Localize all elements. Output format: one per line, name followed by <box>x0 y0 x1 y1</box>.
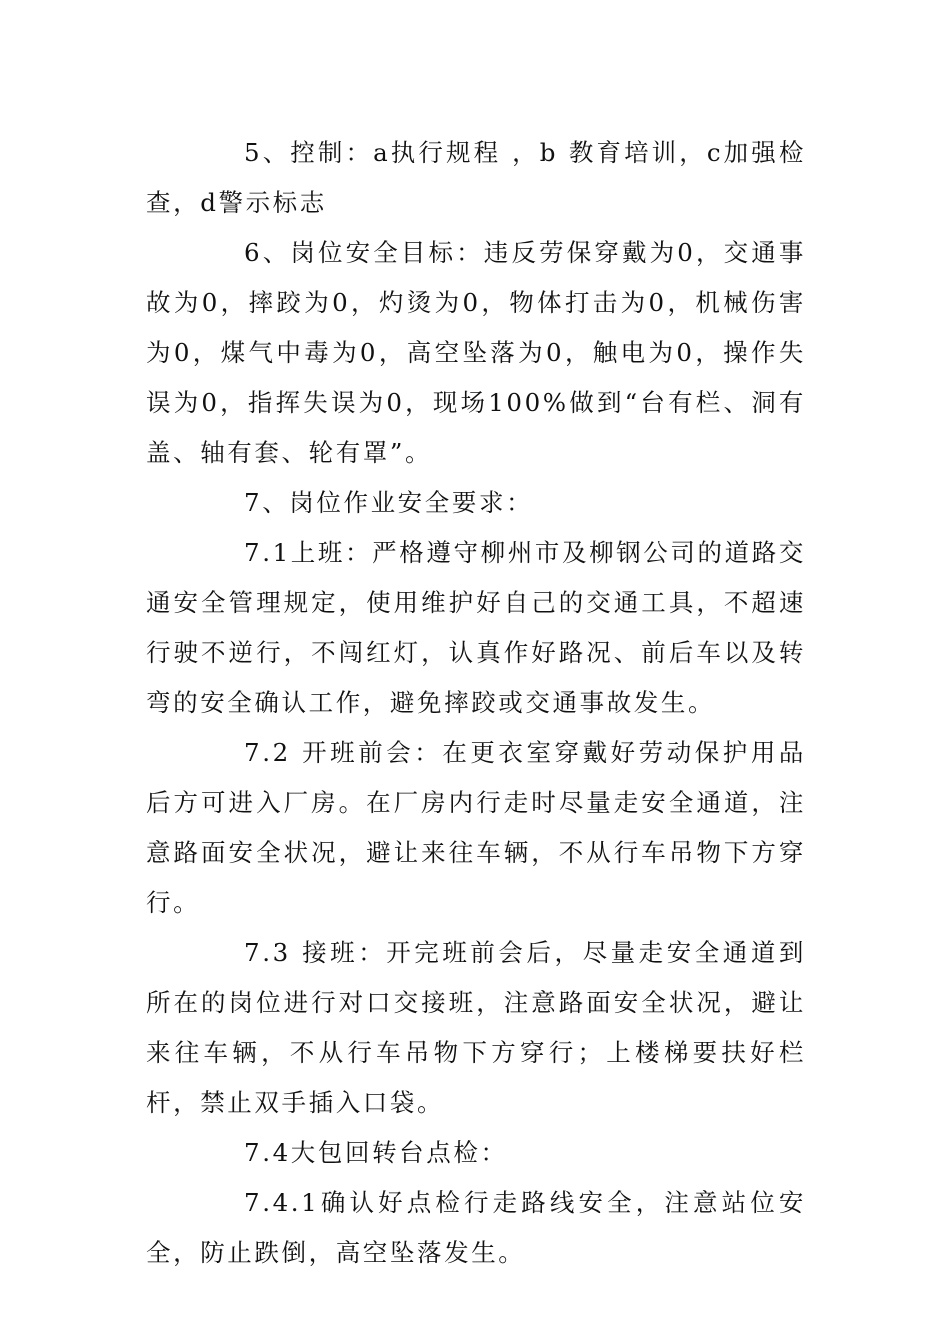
paragraph-pre-shift-meeting: 7.2 开班前会：在更衣室穿戴好劳动保护用品后方可进入厂房。在厂房内行走时尽量走安全通道，注意路面安全状况，避让来往车辆，不从行车吊物下方穿行。 <box>146 738 806 917</box>
paragraph-inspection-route: 7.4.1确认好点检行走路线安全，注意站位安全，防止跌倒，高空坠落发生。 <box>146 1188 806 1267</box>
paragraph-safety-goals: 6、岗位安全目标：违反劳保穿戴为0，交通事故为0，摔跤为0，灼烫为0，物体打击为0，机械伤害为0，煤气中毒为0，高空坠落为0，触电为0，操作失误为0，指挥失误为0，现场100%做到“台有栏、洞有盖、轴有套、轮有罩”。 <box>146 238 806 467</box>
paragraph-shift-handover: 7.3 接班：开完班前会后，尽量走安全通道到所在的岗位进行对口交接班，注意路面安全状况，避让来往车辆，不从行车吊物下方穿行；上楼梯要扶好栏杆，禁止双手插入口袋。 <box>146 938 806 1117</box>
paragraph-commute: 7.1上班：严格遵守柳州市及柳钢公司的道路交通安全管理规定，使用维护好自己的交通工具，不超速行驶不逆行，不闯红灯，认真作好路况、前后车以及转弯的安全确认工作，避免摔跤或交通事故发生。 <box>146 538 806 717</box>
paragraph-ladle-turret-inspection: 7.4大包回转台点检： <box>244 1138 508 1167</box>
paragraph-safety-requirements-heading: 7、岗位作业安全要求： <box>244 488 534 517</box>
paragraph-control-measures: 5、控制：a执行规程 ，b 教育培训，c加强检查，d警示标志 <box>146 138 806 217</box>
document-body <box>146 128 806 1278</box>
